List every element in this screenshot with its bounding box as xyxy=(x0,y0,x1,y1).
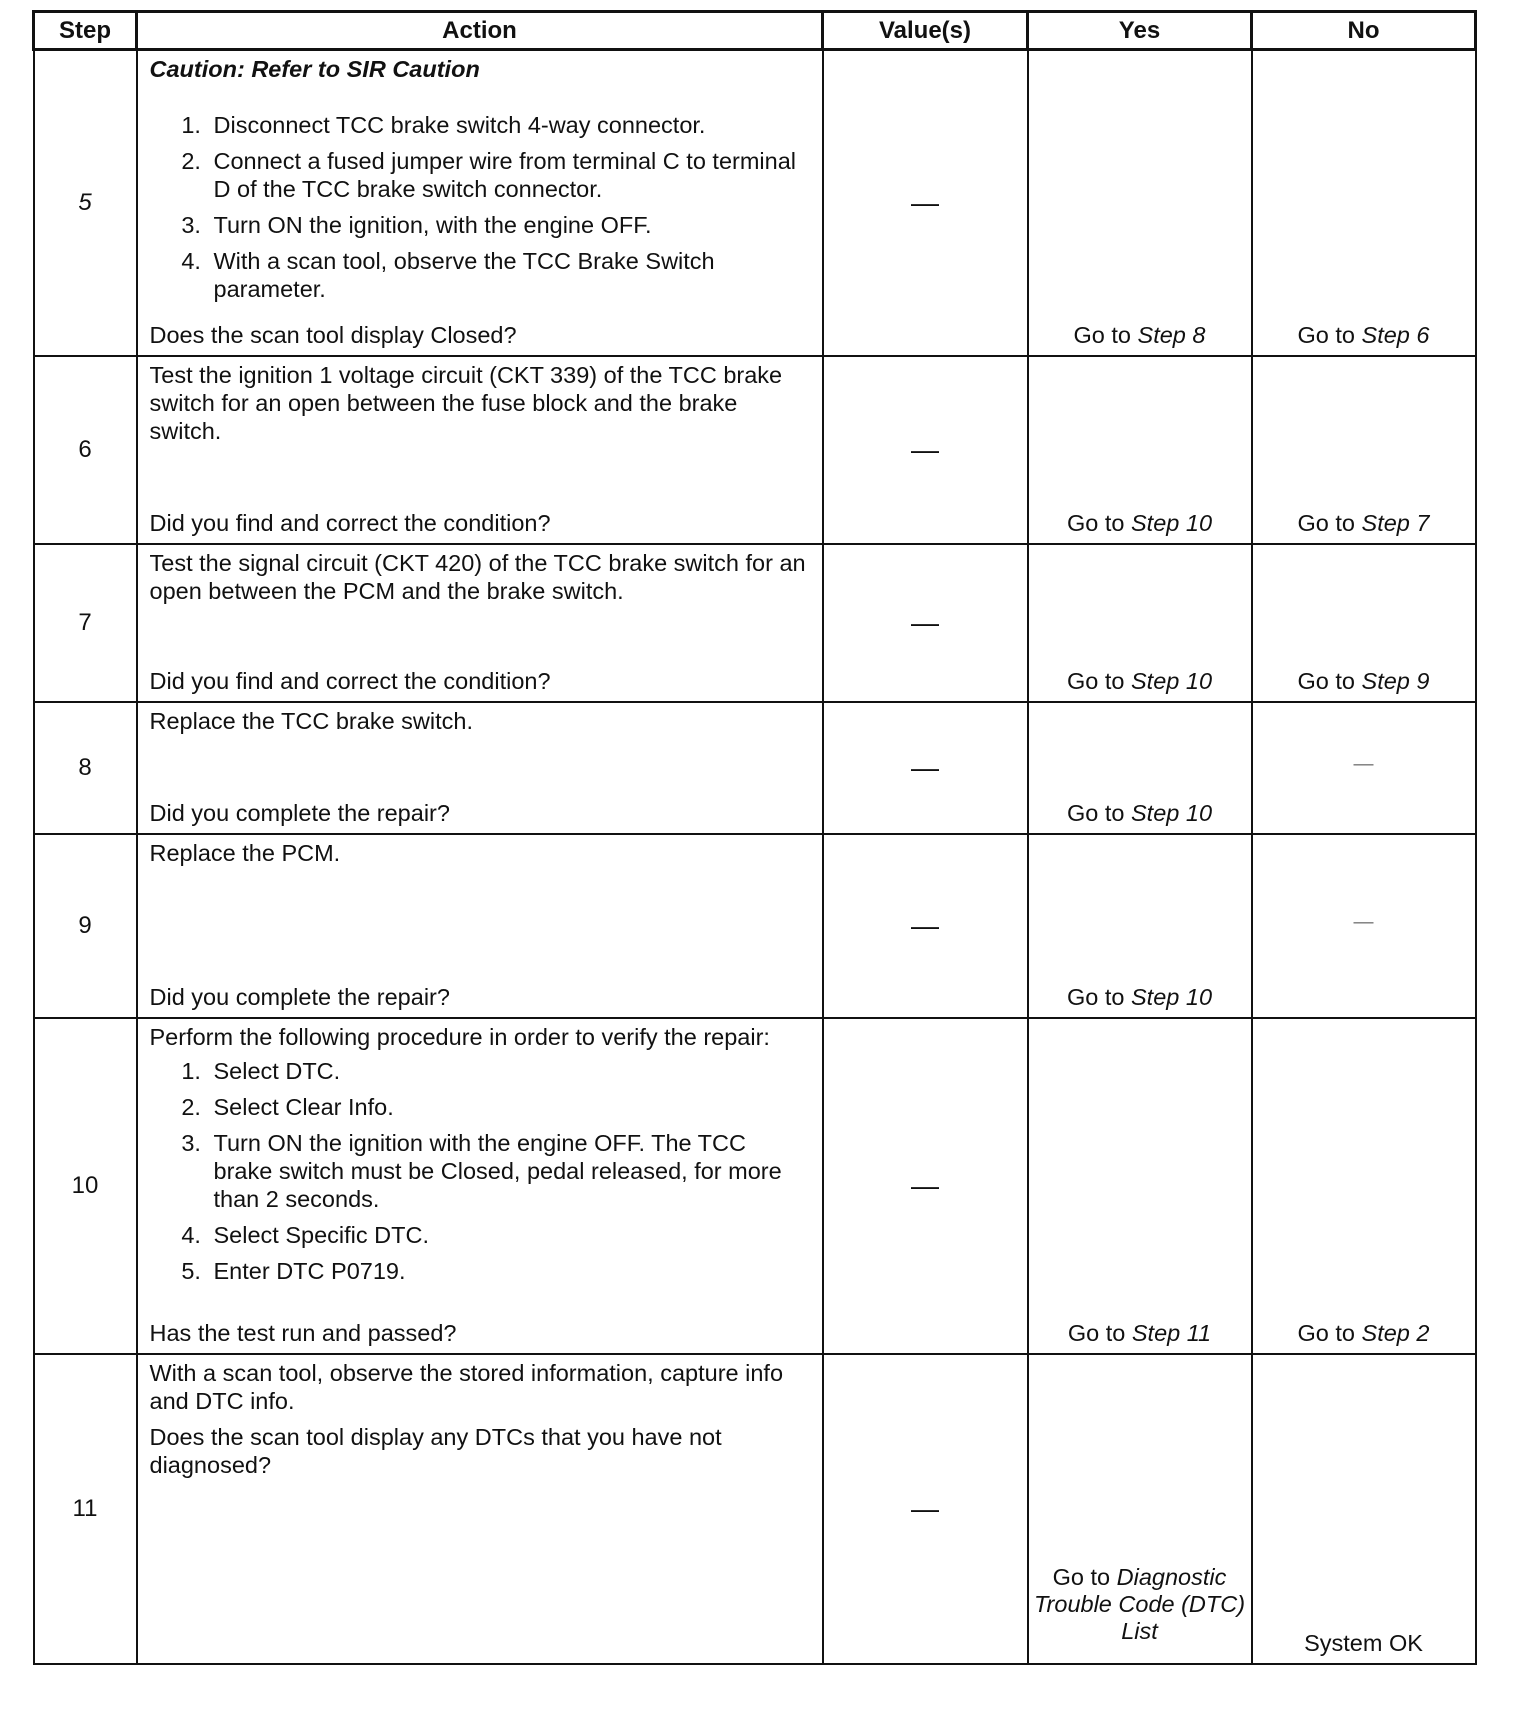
action-text: Test the signal circuit (CKT 420) of the TCC brake switch for an open between the PCM and the brake switch. xyxy=(149,549,806,604)
question-text: Did you find and correct the condition? xyxy=(149,509,551,536)
action-text: Test the ignition 1 voltage circuit (CKT 339) of the TCC brake switch for an open between the fuse block and the brake switch. xyxy=(149,361,783,444)
table-row-step-10 xyxy=(34,1018,1476,1354)
yes-cell xyxy=(1028,1354,1252,1664)
value-cell: — xyxy=(823,702,1028,834)
question-text: Does the scan tool display any DTCs that you have not diagnosed? xyxy=(149,1423,722,1478)
list-item: 2. Connect a fused jumper wire from terminal C to terminal D of the TCC brake switch connector. xyxy=(208,147,810,203)
action-text: Replace the PCM. xyxy=(149,839,341,866)
yes-prefix: Go to xyxy=(1066,509,1131,536)
step-number: 11 xyxy=(34,1354,137,1664)
table-row-step-11 xyxy=(34,1354,1476,1664)
no-cell xyxy=(1252,1354,1476,1664)
question-text: Did you complete the repair? xyxy=(149,799,450,826)
system-ok-text: System OK xyxy=(1304,1629,1423,1656)
yes-prefix: Go to xyxy=(1067,1319,1132,1346)
action-cell xyxy=(137,834,823,1018)
action-cell xyxy=(137,356,823,544)
value-cell: — xyxy=(823,1018,1028,1354)
action-text: Replace the TCC brake switch. xyxy=(149,707,473,734)
list-item: 4. Select Specific DTC. xyxy=(208,1221,810,1249)
no-cell xyxy=(1252,356,1476,544)
step-number: 7 xyxy=(34,544,137,702)
header-row xyxy=(34,12,1476,50)
step-number: 5 xyxy=(34,50,137,356)
yes-cell xyxy=(1028,544,1252,702)
question-text: Has the test run and passed? xyxy=(149,1319,457,1346)
value-cell: — xyxy=(823,834,1028,1018)
no-prefix: Go to xyxy=(1297,509,1362,536)
yes-prefix: Go to xyxy=(1066,799,1131,826)
no-step-link[interactable]: Step 2 xyxy=(1361,1319,1430,1346)
value-cell: — xyxy=(823,1354,1028,1664)
no-prefix: Go to xyxy=(1297,667,1362,694)
step-number: 9 xyxy=(34,834,137,1018)
header-action: Action xyxy=(137,12,823,50)
list-item: 3. Turn ON the ignition, with the engine OFF. xyxy=(208,211,810,239)
action-text: Perform the following procedure in order to verify the repair: xyxy=(149,1023,770,1050)
no-cell: — xyxy=(1252,702,1476,834)
yes-prefix: Go to xyxy=(1073,321,1138,348)
yes-step-link[interactable]: Step 11 xyxy=(1131,1319,1212,1346)
list-item: 1. Select DTC. xyxy=(208,1057,810,1085)
action-cell xyxy=(137,1018,823,1354)
yes-step-link[interactable]: Step 8 xyxy=(1137,321,1206,348)
table-row-step-8 xyxy=(34,702,1476,834)
no-step-link[interactable]: Step 6 xyxy=(1361,321,1430,348)
no-prefix: Go to xyxy=(1297,321,1362,348)
value-cell: — xyxy=(823,50,1028,356)
list-item: 5. Enter DTC P0719. xyxy=(208,1257,810,1285)
no-step-link[interactable]: Step 9 xyxy=(1361,667,1430,694)
action-cell xyxy=(137,544,823,702)
header-no: No xyxy=(1252,12,1476,50)
action-text: With a scan tool, observe the stored information, capture info and DTC info. xyxy=(149,1359,784,1414)
value-cell: — xyxy=(823,544,1028,702)
list-item: 3. Turn ON the ignition with the engine OFF. The TCC brake switch must be Closed, pedal released, for more than 2 seconds. xyxy=(208,1129,810,1213)
no-cell xyxy=(1252,544,1476,702)
header-step: Step xyxy=(34,12,137,50)
no-step-link[interactable]: Step 7 xyxy=(1361,509,1430,536)
yes-prefix: Go to xyxy=(1066,667,1131,694)
yes-cell xyxy=(1028,50,1252,356)
yes-cell xyxy=(1028,356,1252,544)
yes-step-link[interactable]: Step 10 xyxy=(1131,667,1213,694)
header-values: Value(s) xyxy=(823,12,1028,50)
action-cell xyxy=(137,1354,823,1664)
diagnostic-page xyxy=(32,10,1474,1662)
no-prefix: Go to xyxy=(1297,1319,1362,1346)
yes-prefix: Go to xyxy=(1066,983,1131,1010)
question-text: Did you complete the repair? xyxy=(149,983,450,1010)
action-cell xyxy=(137,702,823,834)
table-row-step-5 xyxy=(34,50,1476,356)
step-number: 8 xyxy=(34,702,137,834)
step-number: 6 xyxy=(34,356,137,544)
procedure-list xyxy=(150,111,810,311)
yes-dtc-list-link[interactable]: Diagnostic Trouble Code (DTC) List xyxy=(1033,1563,1246,1644)
list-item: 2. Select Clear Info. xyxy=(208,1093,810,1121)
question-text: Does the scan tool display Closed? xyxy=(149,321,517,348)
caution-note: Caution: Refer to SIR Caution xyxy=(149,56,480,82)
yes-prefix: Go to xyxy=(1052,1563,1117,1590)
list-item: 1. Disconnect TCC brake switch 4-way connector. xyxy=(208,111,810,139)
table-row-step-7 xyxy=(34,544,1476,702)
header-yes: Yes xyxy=(1028,12,1252,50)
diagnostic-table xyxy=(32,10,1477,1665)
no-cell xyxy=(1252,1018,1476,1354)
table-row-step-9 xyxy=(34,834,1476,1018)
yes-cell xyxy=(1028,702,1252,834)
yes-step-link[interactable]: Step 10 xyxy=(1131,799,1213,826)
yes-cell xyxy=(1028,834,1252,1018)
procedure-list xyxy=(150,1057,810,1293)
action-cell xyxy=(137,50,823,356)
value-cell: — xyxy=(823,356,1028,544)
question-text: Did you find and correct the condition? xyxy=(149,667,551,694)
yes-step-link[interactable]: Step 10 xyxy=(1131,509,1213,536)
step-number: 10 xyxy=(34,1018,137,1354)
no-cell xyxy=(1252,50,1476,356)
table-header xyxy=(34,12,1476,50)
no-cell: — xyxy=(1252,834,1476,1018)
yes-cell xyxy=(1028,1018,1252,1354)
list-item: 4. With a scan tool, observe the TCC Brake Switch parameter. xyxy=(208,247,810,303)
yes-step-link[interactable]: Step 10 xyxy=(1131,983,1213,1010)
table-row-step-6 xyxy=(34,356,1476,544)
